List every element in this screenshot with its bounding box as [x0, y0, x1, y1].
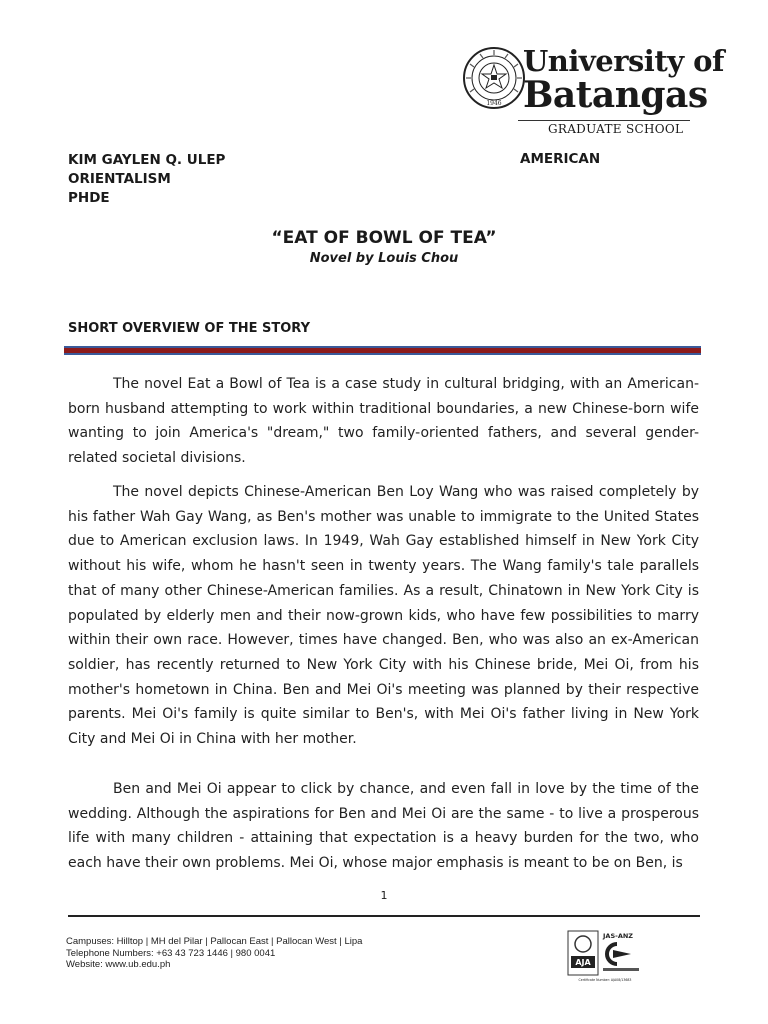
paragraph-text: The novel Eat a Bowl of Tea is a case study in cultural bridging, with an American-born husband attempting to work within traditional boundaries, a new Chinese-born wife wanting to join America's "dream," two family-oriented fathers, and several gender-related societal divisions.	[68, 376, 699, 467]
paragraph-1	[68, 372, 699, 471]
literature-category: AMERICAN	[520, 151, 601, 167]
page-number: 1	[380, 889, 388, 902]
cert-mark-text: AJA	[575, 958, 591, 967]
cert-label-text: JAS-ANZ	[603, 932, 634, 940]
course-name: ORIENTALISM	[68, 171, 171, 187]
paragraph-3	[68, 777, 699, 876]
document-subtitle: Novel by Louis Chou	[309, 251, 459, 266]
certification-badge-icon	[567, 930, 643, 984]
document-title: “EAT OF BOWL OF TEA”	[271, 228, 497, 248]
university-logo	[462, 44, 724, 138]
paragraph-2	[68, 480, 699, 752]
section-divider-bar	[64, 346, 701, 355]
svg-text:1946: 1946	[486, 100, 502, 107]
university-seal-icon	[462, 46, 526, 110]
author-block	[68, 151, 225, 208]
program-name: PHDE	[68, 190, 110, 206]
footer-divider	[68, 915, 700, 917]
logo-divider	[518, 120, 690, 121]
paragraph-text: Ben and Mei Oi appear to click by chance, and even fall in love by the time of the wedding. Although the aspirations for Ben and Mei Oi are the same - to live a prosperous life with many children - attaining that expectation is a heavy burden for the two, who each have their own problems. Mei Oi, whose major emphasis is meant to be on Ben, is	[68, 781, 699, 872]
university-name-line2: Batangas	[523, 74, 708, 116]
footer-website: Website: www.ub.edu.ph	[66, 959, 171, 970]
graduate-school-label: GRADUATE SCHOOL	[548, 122, 684, 136]
footer-contact-info	[66, 936, 362, 971]
section-heading: SHORT OVERVIEW OF THE STORY	[68, 321, 311, 336]
footer-telephone: Telephone Numbers: +63 43 723 1446 | 980 0041	[66, 947, 276, 959]
university-name-line1: University of	[523, 44, 724, 78]
author-name: KIM GAYLEN Q. ULEP	[68, 152, 226, 168]
cert-number-text: Certificate Number: AJA08/13683	[578, 978, 632, 982]
paragraph-text: The novel depicts Chinese-American Ben Loy Wang who was raised completely by his father Wah Gay Wang, as Ben's mother was unable to immigrate to the United States due to American exclusion laws. In 1949, Wah Gay established himself in New York City without his wife, whom he hasn't seen in twenty years. The Wang family's tale parallels that of many other Chinese-American families. As a result, Chinatown in New York City is populated by elderly men and their now-grown kids, who have few possibilities to marry within their own race. However, times have changed. Ben, who was also an ex-American soldier, has recently returned to New York City with his Chinese bride, Mei Oi, from his mother's hometown in China. Ben and Mei Oi's meeting was planned by their respective parents. Mei Oi's family is quite similar to Ben's, with Mei Oi's father living in New York City and Mei Oi in China with her mother.	[68, 484, 699, 748]
footer-campuses: Campuses: Hilltop | MH del Pilar | Pallocan East | Pallocan West | Lipa	[66, 936, 363, 947]
